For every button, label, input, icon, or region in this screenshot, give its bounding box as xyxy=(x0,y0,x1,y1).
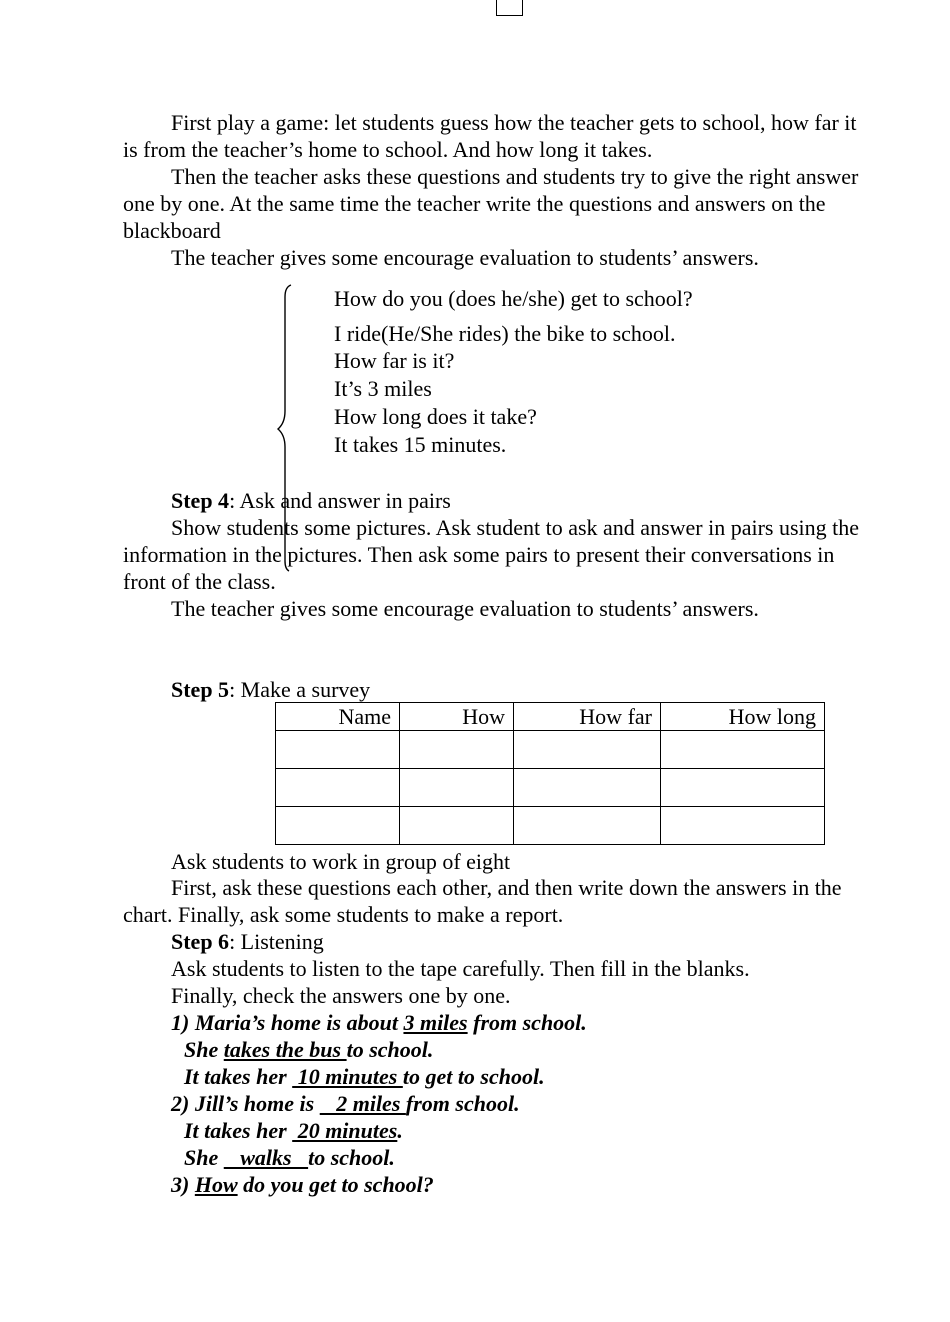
blackboard-line-4: It’s 3 miles xyxy=(334,376,432,401)
step6-line-1: Ask students to listen to the tape carefully. Then fill in the blanks. xyxy=(171,956,750,981)
exercise-1c: It takes her 10 minutes to get to school. xyxy=(184,1064,545,1089)
answer-blank: walks xyxy=(223,1145,309,1170)
answer-blank: 3 miles xyxy=(403,1010,468,1035)
answer-blank: How xyxy=(194,1172,238,1197)
table-cell xyxy=(400,807,514,845)
exercise-1b: She takes the bus to school. xyxy=(184,1037,434,1062)
table-row xyxy=(276,807,825,845)
table-cell xyxy=(400,731,514,769)
step4-heading: Step 4: Ask and answer in pairs xyxy=(171,488,451,513)
table-cell xyxy=(400,769,514,807)
table-cell xyxy=(276,769,400,807)
answer-blank: 2 miles xyxy=(319,1091,406,1116)
exercise-1a: 1) Maria’s home is about 3 miles from school. xyxy=(171,1010,587,1035)
survey-table xyxy=(275,702,825,845)
table-header-name: Name xyxy=(276,703,400,731)
step4-paragraph-1: Show students some pictures. Ask student to ask and answer in pairs using the information in the pictures. Then ask some pairs to present their conversations in front of the class. xyxy=(123,515,860,594)
blackboard-line-5: How long does it take? xyxy=(334,404,537,429)
step5-group-text: Ask students to work in group of eight xyxy=(171,849,511,874)
step5-heading: Step 5: Make a survey xyxy=(171,677,371,702)
table-cell xyxy=(661,769,825,807)
table-header-how: How xyxy=(400,703,514,731)
table-cell xyxy=(276,731,400,769)
answer-blank: 10 minutes xyxy=(292,1064,403,1089)
exercise-3a: 3) How do you get to school? xyxy=(171,1172,434,1197)
table-cell xyxy=(514,731,661,769)
exercise-2c: She walks to school. xyxy=(184,1145,395,1170)
step6-line-2: Finally, check the answers one by one. xyxy=(171,983,511,1008)
step5-paragraph-1: First, ask these questions each other, and then write down the answers in the chart. Finally, ask some students to make a report. xyxy=(123,875,842,927)
blackboard-line-6: It takes 15 minutes. xyxy=(334,432,507,457)
table-row xyxy=(276,731,825,769)
step6-heading: Step 6: Listening xyxy=(171,929,324,954)
table-header-how-far: How far xyxy=(514,703,661,731)
table-cell xyxy=(514,807,661,845)
table-cell xyxy=(661,731,825,769)
answer-blank: takes the bus xyxy=(223,1037,347,1062)
exercise-2b: It takes her 20 minutes. xyxy=(184,1118,403,1143)
intro-paragraph-2: Then the teacher asks these questions and students try to give the right answer one by one. At the same time the teacher write the questions and answers on the blackboard xyxy=(123,164,859,243)
table-header-row xyxy=(276,703,825,731)
exercise-2a: 2) Jill’s home is 2 miles from school. xyxy=(171,1091,520,1116)
intro-paragraph-1: First play a game: let students guess how the teacher gets to school, how far it is from the teacher’s home to school. And how long it takes. xyxy=(123,110,857,162)
intro-paragraph-3: The teacher gives some encourage evaluation to students’ answers. xyxy=(171,245,759,270)
answer-blank: 20 minutes xyxy=(292,1118,398,1143)
step4-paragraph-2: The teacher gives some encourage evaluation to students’ answers. xyxy=(171,596,759,621)
table-header-how-long: How long xyxy=(661,703,825,731)
table-cell xyxy=(514,769,661,807)
table-cell xyxy=(661,807,825,845)
blackboard-line-3: How far is it? xyxy=(334,348,455,373)
table-cell xyxy=(276,807,400,845)
table-row xyxy=(276,769,825,807)
page-header-marker xyxy=(496,0,523,16)
blackboard-line-2: I ride(He/She rides) the bike to school. xyxy=(334,321,676,346)
blackboard-line-1: How do you (does he/she) get to school? xyxy=(334,286,693,311)
